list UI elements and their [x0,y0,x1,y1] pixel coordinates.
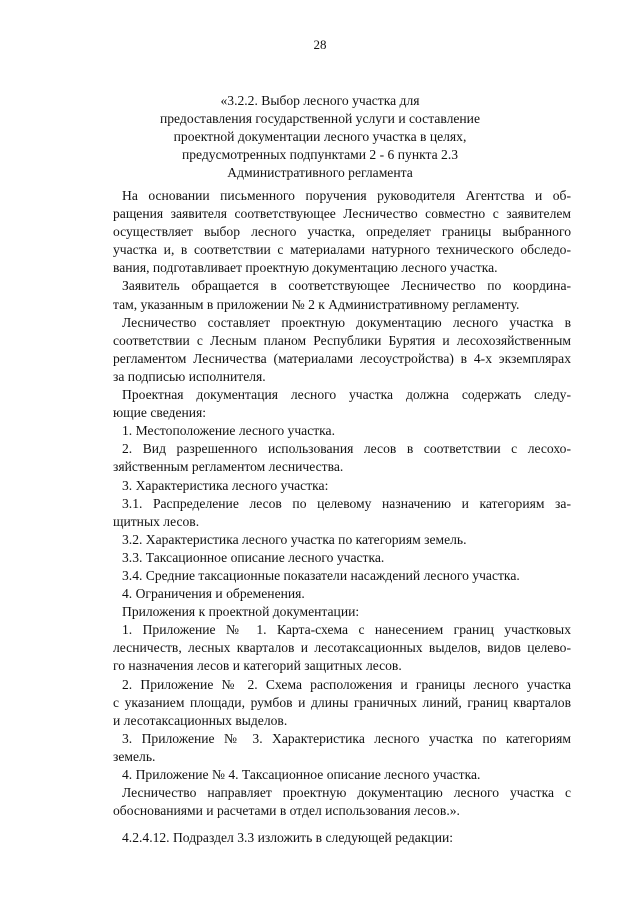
section-heading-line: «3.2.2. Выбор лесного участка для [220,93,420,108]
paragraph-line: там, указанным в приложении № 2 к Административному регламенту. [113,296,520,312]
paragraph-line: с указанием площади, румбов и длины граничных линий, границ кварталов [113,694,571,710]
paragraph-line: 1. Местоположение лесного участка. [122,423,335,439]
paragraph-line: осуществляет выбор лесного участка, определяет границы выбранного [113,224,571,240]
paragraph-line: Заявитель обращается в соответствующее Лесничество по координа- [122,278,571,294]
page-number: 28 [313,37,327,52]
paragraph-line: щитных лесов. [113,513,200,529]
paragraph-amendment-instruction [113,829,571,847]
paragraph-line: 3.1. Распределение лесов по целевому назначению и категориям за- [122,495,571,511]
paragraph-line: и лесотаксационных выделов. [113,712,288,728]
paragraph-line: вания, подготавливает проектную документацию лесного участка. [113,260,498,276]
section-heading-line: Административного регламента [227,165,413,180]
paragraph-assignment-procedure [113,187,571,277]
list-item [113,766,571,784]
list-item [113,676,571,730]
paragraph-line: 2. Приложение № 2. Схема расположения и границы лесного участка [122,676,571,692]
paragraph-line: ющие сведения: [113,405,207,421]
paragraph-line: 4. Приложение № 4. Таксационное описание лесного участка. [122,767,481,782]
paragraph-line: участка и, в соответствии с материалами натурного технического обследо- [113,242,571,258]
paragraph-line: Приложения к проектной документации: [122,604,360,620]
paragraph-line: 3.3. Таксационное описание лесного участка. [122,549,385,565]
paragraph-line: 1. Приложение № 1. Карта-схема с нанесением границ участковых [122,622,571,638]
list-item [113,477,571,495]
paragraph-line: 3.4. Средние таксационные показатели насаждений лесного участка. [122,567,520,583]
list-item [113,730,571,766]
paragraph-line: Лесничество составляет проектную документацию лесного участка в [122,314,571,330]
paragraph-line: земель. [113,748,156,764]
paragraph-line: 4.2.4.12. Подраздел 3.3 изложить в следующей редакции: [122,830,454,846]
paragraph-line: зяйственным регламентом лесничества. [113,459,344,475]
paragraph-line: ращения заявителя соответствующее Лесничество совместно с заявителем [113,206,571,222]
paragraph-line: 2. Вид разрешенного использования лесов в соответствии с лесохо- [122,441,571,457]
paragraph-line: обоснованиями и расчетами в отдел использования лесов.». [113,803,460,819]
paragraph-line: 4. Ограничения и обременения. [122,586,305,602]
paragraph-line: лесничеств, лесных кварталов и лесотаксационных выделов, видов целево- [113,640,571,656]
document-body [113,187,571,847]
paragraph-applicant-contact [113,277,571,313]
list-item [113,495,571,531]
list-item [113,621,571,675]
section-heading [0,92,640,182]
section-heading-line: предусмотренных подпунктами 2 - 6 пункта 2.3 [181,147,459,162]
paragraph-line: Лесничество направляет проектную документацию лесного участка с [122,785,571,801]
list-item [113,549,571,567]
paragraph-line: соответствии с Лесным планом Республики Бурятия и лесохозяйственным [113,332,571,348]
paragraph-line: 3. Характеристика лесного участка: [122,477,329,493]
paragraph-line: 3.2. Характеристика лесного участка по категориям земель. [122,531,467,547]
section-heading-line: проектной документации лесного участка в целях, [173,129,467,144]
paragraph-project-documentation [113,314,571,386]
paragraph-forwarding [113,784,571,820]
paragraph-gap [113,820,571,829]
paragraph-appendices-intro [113,603,571,621]
list-item [113,585,571,603]
section-heading-line: предоставления государственной услуги и составление [159,111,480,126]
list-item [113,531,571,549]
paragraph-required-information [113,386,571,422]
paragraph-line: Проектная документация лесного участка должна содержать следу- [122,387,571,403]
paragraph-line: На основании письменного поручения руководителя Агентства и об- [122,188,571,203]
paragraph-line: за подписью исполнителя. [113,368,266,384]
paragraph-line: го назначения лесов и категорий защитных лесов. [113,658,402,674]
list-item [113,567,571,585]
paragraph-line: регламентом Лесничества (материалами лесоустройства) в 4-х экземплярах [113,350,571,366]
list-item [113,422,571,440]
paragraph-line: 3. Приложение № 3. Характеристика лесного участка по категориям [122,730,571,746]
list-item [113,440,571,476]
